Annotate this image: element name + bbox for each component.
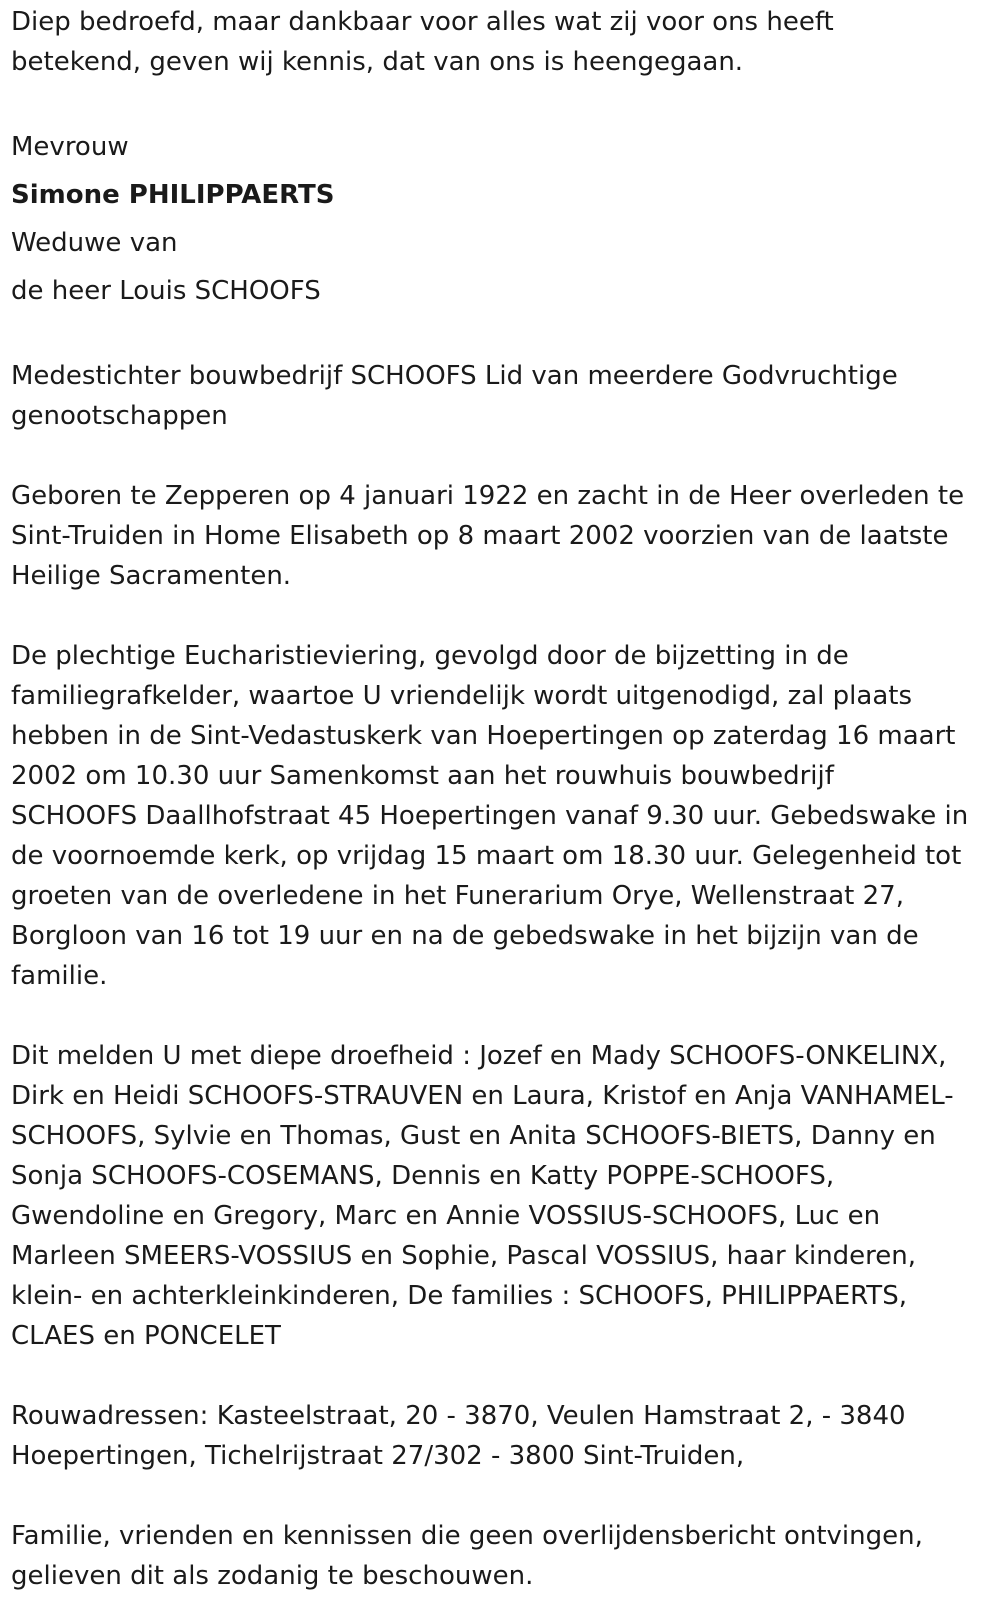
person-title: Mevrouw — [11, 132, 129, 162]
closing-line: Familie, vrienden en kennissen die geen overlijdensbericht ontvingen, — [11, 1521, 923, 1551]
ceremony-line: De plechtige Eucharistieviering, gevolgd door de bijzetting in de — [11, 641, 849, 671]
roles-paragraph — [11, 356, 988, 436]
birth-death-line: Geboren te Zepperen op 4 januari 1922 en zacht in de Heer overleden te — [11, 481, 965, 511]
intro-line: Diep bedroefd, maar dankbaar voor alles wat zij voor ons heeft — [11, 7, 834, 37]
addresses-line: Hoepertingen, Tichelrijstraat 27/302 - 3800 Sint-Truiden, — [11, 1441, 745, 1471]
ceremony-line: 2002 om 10.30 uur Samenkomst aan het rouwhuis bouwbedrijf — [11, 761, 834, 791]
person-relation: Weduwe van — [11, 228, 178, 258]
ceremony-line: SCHOOFS Daallhofstraat 45 Hoepertingen vanaf 9.30 uur. Gebedswake in — [11, 801, 969, 831]
person-spouse: de heer Louis SCHOOFS — [11, 276, 321, 306]
family-line: Sonja SCHOOFS-COSEMANS, Dennis en Katty POPPE-SCHOOFS, — [11, 1161, 835, 1191]
closing-line: gelieven dit als zodanig te beschouwen. — [11, 1561, 534, 1591]
addresses-paragraph — [11, 1396, 988, 1476]
family-line: CLAES en PONCELET — [11, 1321, 281, 1351]
addresses-line: Rouwadressen: Kasteelstraat, 20 - 3870, Veulen Hamstraat 2, - 3840 — [11, 1401, 906, 1431]
family-line: klein- en achterkleinkinderen, De families : SCHOOFS, PHILIPPAERTS, — [11, 1281, 907, 1311]
person-block — [11, 123, 988, 315]
birth-death-paragraph — [11, 476, 988, 596]
family-line: Marleen SMEERS-VOSSIUS en Sophie, Pascal VOSSIUS, haar kinderen, — [11, 1241, 917, 1271]
ceremony-paragraph — [11, 636, 988, 996]
birth-death-line: Sint-Truiden in Home Elisabeth op 8 maart 2002 voorzien van de laatste — [11, 521, 949, 551]
family-line: Gwendoline en Gregory, Marc en Annie VOSSIUS-SCHOOFS, Luc en — [11, 1201, 881, 1231]
person-name: Simone PHILIPPAERTS — [11, 180, 335, 210]
roles-line: genootschappen — [11, 401, 228, 431]
family-line: Dit melden U met diepe droefheid : Jozef en Mady SCHOOFS-ONKELINX, — [11, 1041, 947, 1071]
ceremony-line: Borgloon van 16 tot 19 uur en na de gebedswake in het bijzijn van de — [11, 921, 919, 951]
closing-paragraph — [11, 1516, 988, 1596]
ceremony-line: de voornoemde kerk, op vrijdag 15 maart om 18.30 uur. Gelegenheid tot — [11, 841, 962, 871]
roles-line: Medestichter bouwbedrijf SCHOOFS Lid van meerdere Godvruchtige — [11, 361, 898, 391]
intro-paragraph — [11, 2, 988, 82]
ceremony-line: groeten van de overledene in het Funerarium Orye, Wellenstraat 27, — [11, 881, 904, 911]
ceremony-line: familiegrafkelder, waartoe U vriendelijk wordt uitgenodigd, zal plaats — [11, 681, 912, 711]
family-line: SCHOOFS, Sylvie en Thomas, Gust en Anita SCHOOFS-BIETS, Danny en — [11, 1121, 936, 1151]
family-line: Dirk en Heidi SCHOOFS-STRAUVEN en Laura, Kristof en Anja VANHAMEL- — [11, 1081, 954, 1111]
ceremony-line: familie. — [11, 961, 108, 991]
birth-death-line: Heilige Sacramenten. — [11, 561, 292, 591]
family-paragraph — [11, 1036, 988, 1356]
intro-line: betekend, geven wij kennis, dat van ons is heengegaan. — [11, 47, 744, 77]
ceremony-line: hebben in de Sint-Vedastuskerk van Hoepertingen op zaterdag 16 maart — [11, 721, 956, 751]
